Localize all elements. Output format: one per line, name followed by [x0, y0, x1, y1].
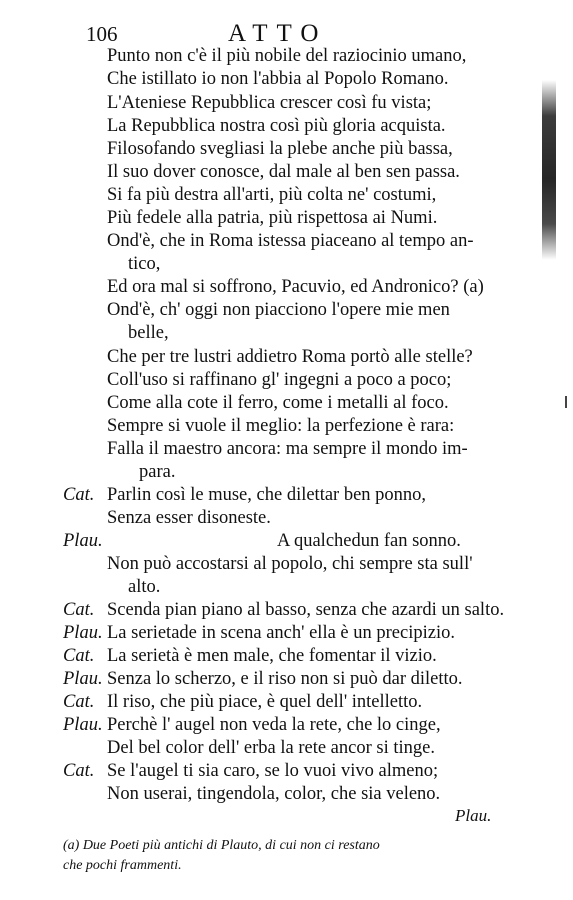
- speaker-label: Plau.: [63, 531, 103, 551]
- verse-line: L'Ateniese Repubblica crescer così fu vista;: [107, 93, 432, 113]
- page-number: 106: [86, 22, 118, 46]
- dialogue-line: Plau. Senza lo scherzo, e il riso non si può dar diletto.: [63, 669, 463, 689]
- speaker-label: Plau.: [63, 669, 103, 689]
- verse-line: Come alla cote il ferro, come i metalli al foco.: [107, 393, 449, 413]
- dialogue-line: Plau. La serietade in scena anch' ella è un precipizio.: [63, 623, 455, 643]
- verse-line: Si fa più destra all'arti, più colta ne' costumi,: [107, 185, 437, 205]
- speaker-label: Cat.: [63, 600, 95, 620]
- verse-line: Del bel color dell' erba la rete ancor si tinge.: [107, 738, 435, 758]
- verse-line: tico,: [128, 254, 161, 274]
- verse-line: La Repubblica nostra così più gloria acquista.: [107, 116, 446, 136]
- verse-line: Ond'è, che in Roma istessa piaceano al tempo an-: [107, 231, 474, 251]
- speaker-label: Plau.: [63, 623, 103, 643]
- verse-line: Ond'è, ch' oggi non piacciono l'opere mie men: [107, 300, 450, 320]
- verse-line: Filosofando svegliasi la plebe anche più bassa,: [107, 139, 453, 159]
- footnote-line: (a) Due Poeti più antichi di Plauto, di cui non ci restano: [63, 838, 380, 853]
- verse-line: Punto non c'è il più nobile del raziocinio umano,: [107, 46, 467, 66]
- verse-line: Senza esser disoneste.: [107, 508, 271, 528]
- margin-mark: [565, 396, 567, 408]
- dialogue-line: Cat. La serietà è men male, che fomentar il vizio.: [63, 646, 437, 666]
- verse-line: para.: [139, 462, 176, 482]
- dialogue-line: Plau. Perchè l' augel non veda la rete, che lo cinge,: [63, 715, 441, 735]
- verse-line: alto.: [128, 577, 161, 597]
- speaker-label: Cat.: [63, 646, 95, 666]
- speaker-label: Cat.: [63, 761, 95, 781]
- verse-line: Il suo dover conosce, dal male al ben sen passa.: [107, 162, 460, 182]
- verse-line: Non userai, tingendola, color, che sia veleno.: [107, 784, 441, 804]
- verse-line: Più fedele alla patria, più rispettosa ai Numi.: [107, 208, 438, 228]
- ink-bleed-mark: [542, 80, 556, 260]
- verse-line: Che per tre lustri addietro Roma portò alle stelle?: [107, 347, 473, 367]
- running-head: ATTO: [228, 20, 328, 47]
- dialogue-line: Cat. Parlin così le muse, che dilettar ben ponno,: [63, 485, 427, 505]
- speaker-label: Plau.: [63, 715, 103, 735]
- verse-line: belle,: [128, 323, 169, 343]
- dialogue-line: Plau. A qualchedun fan sonno.: [63, 531, 461, 551]
- speaker-label: Cat.: [63, 485, 95, 505]
- verse-line: Non può accostarsi al popolo, chi sempre sta sull': [107, 554, 473, 574]
- dialogue-line: Cat. Scenda pian piano al basso, senza che azardi un salto.: [63, 600, 505, 620]
- catchword: Plau.: [455, 806, 492, 825]
- verse-line: Sempre si vuole il meglio: la perfezione è rara:: [107, 416, 455, 436]
- verse-line: Ed ora mal si soffrono, Pacuvio, ed Andronico? (a): [107, 277, 484, 297]
- verse-line: Che istillato io non l'abbia al Popolo Romano.: [107, 69, 449, 89]
- verse-line: Falla il maestro ancora: ma sempre il mondo im-: [107, 439, 468, 459]
- dialogue-line: Cat. Se l'augel ti sia caro, se lo vuoi vivo almeno;: [63, 761, 439, 781]
- footnote: [63, 836, 523, 876]
- dialogue-line: Cat. Il riso, che più piace, è quel dell' intelletto.: [63, 692, 423, 712]
- footnote-line: che pochi frammenti.: [63, 858, 182, 873]
- speaker-label: Cat.: [63, 692, 95, 712]
- verse-line: Coll'uso si raffinano gl' ingegni a poco a poco;: [107, 370, 452, 390]
